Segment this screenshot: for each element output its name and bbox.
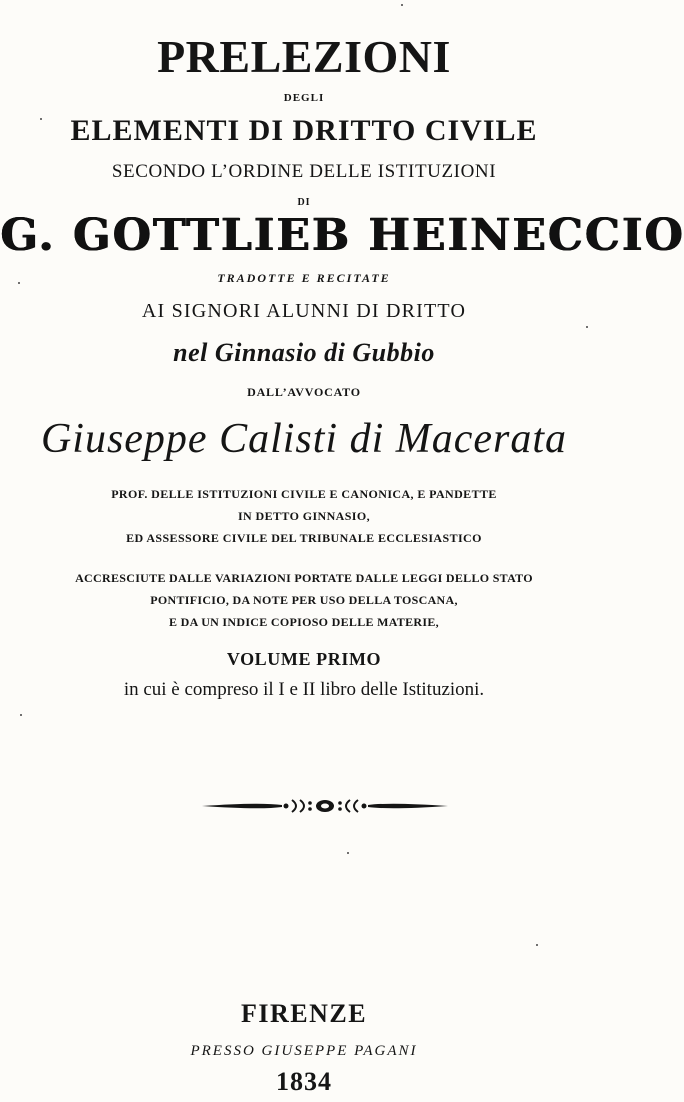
degli-line: DEGLI xyxy=(283,92,325,104)
paper-speck xyxy=(586,326,588,328)
paper-speck xyxy=(347,852,349,854)
subtitle-secondo: SECONDO L’ORDINE DELLE ISTITUZIONI xyxy=(111,161,497,182)
accresciute-line-1: ACCRESCIUTE DALLE VARIAZIONI PORTATE DALLE LEGGI DELLO STATO xyxy=(75,571,533,585)
signori-line: AI SIGNORI ALUNNI DI DRITTO xyxy=(141,300,467,322)
paper-speck xyxy=(40,118,42,120)
paper-speck xyxy=(401,4,403,6)
prof-line-1: PROF. DELLE ISTITUZIONI CIVILE E CANONICA, E PANDETTE xyxy=(111,487,497,501)
paper-speck xyxy=(536,944,538,946)
volume-line: VOLUME PRIMO xyxy=(226,649,382,669)
ginnasio-line: nel Ginnasio di Gubbio xyxy=(173,338,435,367)
printers-rule-ornament-icon xyxy=(200,794,450,818)
contents-line: in cui è compreso il I e II libro delle Istituzioni. xyxy=(123,679,485,700)
book-title: PRELEZIONI xyxy=(157,31,451,82)
accresciute-line-2: PONTIFICIO, DA NOTE PER USO DELLA TOSCANA, xyxy=(150,593,458,607)
dallavvocato-line: DALL’AVVOCATO xyxy=(247,385,361,399)
prof-line-2: IN DETTO GINNASIO, xyxy=(237,509,370,523)
translator-name: Giuseppe Calisti di Macerata xyxy=(40,416,568,462)
tradotte-line: TRADOTTE E RECITATE xyxy=(217,271,391,285)
imprint-year: 1834 xyxy=(276,1067,332,1096)
paper-speck xyxy=(20,714,22,716)
di-line: DI xyxy=(297,197,311,208)
accresciute-line-3: E DA UN INDICE COPIOSO DELLE MATERIE, xyxy=(169,615,439,629)
subtitle-elementi: ELEMENTI DI DRITTO CIVILE xyxy=(70,114,538,147)
paper-speck xyxy=(18,282,20,284)
author-name: G. GOTTLIEB HEINECCIO xyxy=(0,210,684,261)
prof-line-3: ED ASSESSORE CIVILE DEL TRIBUNALE ECCLESIASTICO xyxy=(126,531,482,545)
imprint-city: FIRENZE xyxy=(240,999,368,1028)
imprint-publisher: PRESSO GIUSEPPE PAGANI xyxy=(190,1043,418,1059)
